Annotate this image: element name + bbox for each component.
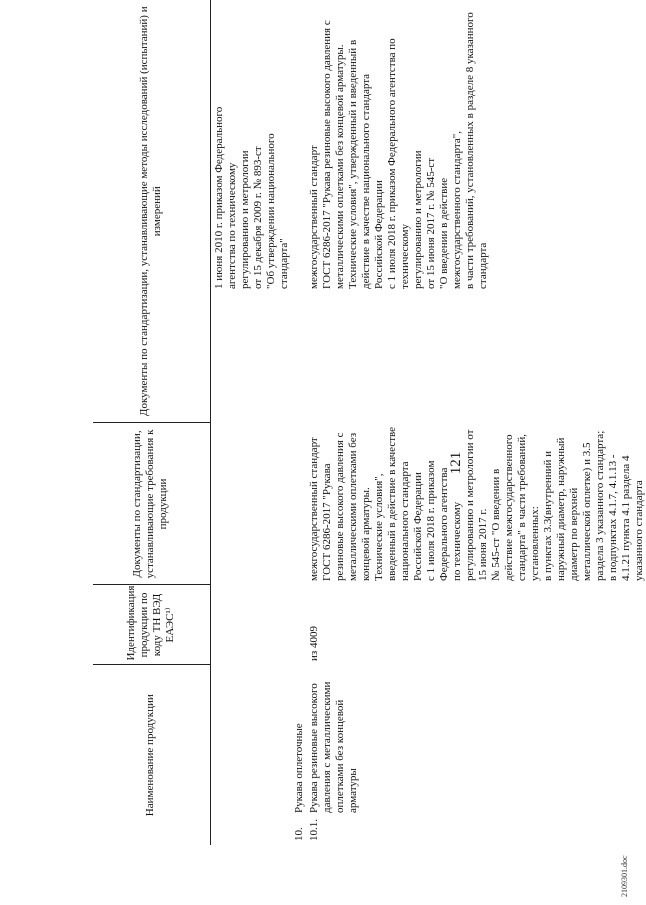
table-row-group [291, 0, 306, 845]
item-number: 10.1. [308, 819, 320, 841]
page-number: 121 [448, 451, 464, 475]
standards-table [93, 0, 646, 845]
header-methods-docs: Документы по стандартизации, устанавливающие методы исследований (испытаний) и измерений [93, 0, 211, 423]
header-requirements-docs: Документы по стандартизации, устанавливающие требования к продукции [93, 423, 211, 585]
header-tn-ved-code: Идентификация продукции по коду ТН ВЭД ЕАЭС¹⁾ [93, 585, 211, 665]
table-row-carry-over [211, 0, 292, 845]
group-number: 10. [293, 827, 305, 841]
item-name: Рукава резиновые высокого давления с металлическими оплетками без концевой арматуры [308, 681, 359, 813]
item-requirements-docs: межгосударственный стандарт ГОСТ 6286-2017 "Рукава резиновые высокого давления с металлическими оплетками без концевой арматуры. Технические условия", введенный в действие в качестве национального стандарта Российской Федерации с 1 июля 2018 г. приказом Федерального агентства по техническому регулированию и метрологии от 15 июня 2017 г. № 545-ст "О введении в действие межгосударственного стандарта" в части требований, установленных: в пунктах 3.3(внутренний и наружный диаметр, наружный диаметр по верхней металлической оплетке) и 3.5 раздела 3 указанного стандарта; в подпунктах 4.1.7, 4.1.13 - 4.1.21 пункта 4.1 раздела 4 указанного стандарта [308, 426, 645, 581]
carry-over-methods-text: 1 июня 2010 г. приказом Федерального агентства по техническому регулированию и метрологии от 15 декабря 2009 г. № 893-ст "Об утверждении национального стандарта" [213, 106, 290, 289]
item-code: из 4009 [308, 626, 320, 661]
header-product-name: Наименование продукции [93, 665, 211, 845]
table-row-item [306, 0, 646, 845]
group-name: Рукава оплеточные [293, 723, 305, 813]
table-header-row [93, 0, 211, 845]
item-methods-docs: межгосударственный стандарт ГОСТ 6286-2017 "Рукава резиновые высокого давления с металлическими оплетками без концевой арматуры. Технические условия", утвержденный и введенный в действие в качестве национального стандарта Российской Федерации с 1 июля 2018 г. приказом Федерального агентства по техническому регулированию и метрологии от 15 июня 2017 г. № 545-ст "О введении в действие межгосударственного стандарта", в части требований, установленных в разделе 8 указанного стандарта [308, 12, 489, 289]
footer-file-name: 2109301.doc [620, 855, 629, 897]
